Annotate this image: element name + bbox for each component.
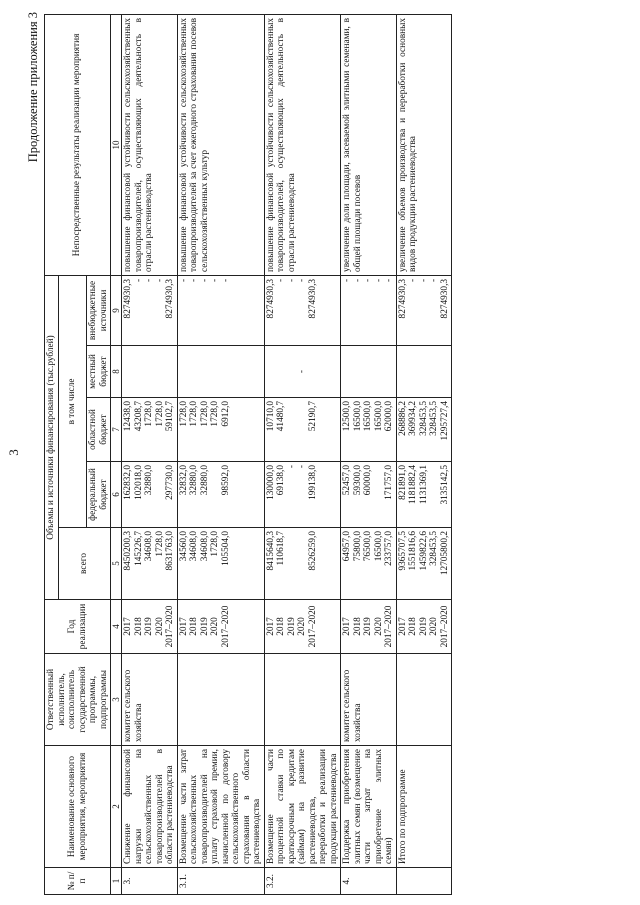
years-cell bbox=[122, 600, 178, 654]
result-text: повышение финансовой устойчивости сельскохозяйственных товаропроизводителей за счет ежегодного страхования посевов сельскохозяйственных культур bbox=[177, 14, 264, 275]
years-value: 2018 bbox=[189, 617, 200, 636]
local-value bbox=[308, 349, 319, 394]
total-cell bbox=[396, 528, 452, 600]
federal-value: 32880,0 bbox=[144, 465, 155, 496]
col-number: 8 bbox=[111, 346, 122, 398]
total-value: 64957,0 bbox=[342, 531, 353, 562]
years-value: 2020 bbox=[373, 617, 384, 636]
total-value: 1728,0 bbox=[210, 531, 221, 557]
federal-value: 52457,0 bbox=[342, 465, 353, 496]
local-value bbox=[363, 349, 374, 394]
offbudget-value: - bbox=[276, 278, 287, 283]
total-value bbox=[297, 531, 308, 596]
federal-value bbox=[210, 465, 221, 524]
regional-value: 59102,7 bbox=[165, 401, 176, 432]
measure-name: Возмещение части процентной ставки по краткосрочным кредитам (займам) на развитие растениеводства, переработки и реализации продукции растениеводства bbox=[264, 746, 341, 868]
local-value bbox=[419, 349, 430, 394]
total-value: 76500,0 bbox=[363, 531, 374, 562]
federal-value: 32880,0 bbox=[199, 465, 210, 496]
measure-name: Итого по подпрограмме bbox=[396, 746, 452, 868]
local-value bbox=[374, 349, 385, 394]
header-including: в том числе bbox=[58, 275, 87, 527]
regional-value: 1295727,4 bbox=[439, 401, 450, 441]
total-cell bbox=[264, 528, 341, 600]
years-value: 2017–2020 bbox=[307, 605, 318, 648]
federal-value: 3135142,5 bbox=[439, 465, 450, 505]
years-value: 2019 bbox=[286, 617, 297, 636]
federal-value: 60000,0 bbox=[363, 465, 374, 496]
total-value: 34560,0 bbox=[178, 531, 189, 562]
column-number-row bbox=[111, 14, 122, 894]
offbudget-value: - bbox=[373, 278, 384, 283]
regional-value: 1728,0 bbox=[199, 401, 210, 427]
total-value: 105504,0 bbox=[220, 531, 231, 566]
total-value: 233757,0 bbox=[384, 531, 395, 566]
years-value: 2017–2020 bbox=[220, 605, 231, 648]
local-value bbox=[210, 349, 221, 394]
total-value: 145226,7 bbox=[133, 531, 144, 566]
offbudget-value: 8274930,3 bbox=[397, 278, 408, 319]
total-cell bbox=[177, 528, 264, 600]
years-value: 2020 bbox=[429, 617, 440, 636]
regional-value: 1728,0 bbox=[154, 401, 165, 427]
years-value: 2017 bbox=[342, 617, 353, 636]
row-number: 3. bbox=[122, 868, 178, 895]
federal-cell bbox=[122, 462, 178, 528]
local-cell bbox=[177, 346, 264, 398]
years-value: 2018 bbox=[276, 617, 287, 636]
measure-name: Снижение финансовой нагрузки на сельскохозяйственных товаропроизводителей в области растениеводства bbox=[122, 746, 178, 868]
regional-cell bbox=[264, 398, 341, 462]
regional-value: 52190,7 bbox=[307, 401, 318, 432]
measure-name: Возмещение части затрат сельскохозяйственных товаропроизводителей на уплату страховой премии, начисленной по договору сельскохозяйственного страхования в области растениеводства bbox=[177, 746, 264, 868]
local-value bbox=[134, 349, 145, 394]
total-cell bbox=[341, 528, 397, 600]
total-value: 75800,0 bbox=[352, 531, 363, 562]
header-total: всего bbox=[58, 528, 111, 600]
total-value: 8631763,0 bbox=[165, 531, 176, 571]
offbudget-value: - bbox=[429, 278, 440, 283]
col-number: 9 bbox=[111, 275, 122, 345]
years-value: 2019 bbox=[418, 617, 429, 636]
federal-value: 102018,0 bbox=[133, 465, 144, 500]
regional-value: 1728,0 bbox=[210, 401, 221, 427]
total-value: 34608,0 bbox=[144, 531, 155, 562]
regional-value: 16500,0 bbox=[352, 401, 363, 432]
regional-value bbox=[287, 401, 298, 458]
federal-value: 32880,0 bbox=[189, 465, 200, 496]
total-value: 16500,0 bbox=[373, 531, 384, 562]
header-financing-group: Объемы и источники финансирования (тыс.рублей) bbox=[45, 275, 59, 599]
header-year: Год реализации bbox=[45, 600, 111, 654]
federal-cell bbox=[264, 462, 341, 528]
years-value: 2018 bbox=[408, 617, 419, 636]
local-value bbox=[287, 349, 298, 394]
years-value: 2017 bbox=[123, 617, 134, 636]
federal-value: 32832,0 bbox=[178, 465, 189, 496]
years-value: 2017 bbox=[178, 617, 189, 636]
local-value bbox=[144, 349, 155, 394]
total-value: 328453,5 bbox=[429, 531, 440, 566]
years-value: 2017 bbox=[397, 617, 408, 636]
local-cell bbox=[264, 346, 341, 398]
federal-value bbox=[155, 465, 166, 524]
header-result: Непосредственные результаты реализации мероприятия bbox=[45, 14, 111, 275]
local-value bbox=[155, 349, 166, 394]
years-value: 2017 bbox=[265, 617, 276, 636]
col-number: 3 bbox=[111, 654, 122, 746]
regional-cell bbox=[122, 398, 178, 462]
federal-value: 1181882,4 bbox=[408, 465, 419, 505]
local-cell bbox=[341, 346, 397, 398]
offbudget-value: - bbox=[352, 278, 363, 283]
regional-value: 328453,5 bbox=[429, 401, 440, 436]
years-value: 2019 bbox=[144, 617, 155, 636]
regional-value: 43208,7 bbox=[133, 401, 144, 432]
local-cell bbox=[396, 346, 452, 398]
total-value: 1459822,6 bbox=[418, 531, 429, 571]
local-value bbox=[200, 349, 211, 394]
result-text: повышение финансовой устойчивости сельскохозяйственных товаропроизводителей, осуществляющих деятельность в отрасли растениеводства bbox=[264, 14, 341, 275]
regional-value: 268886,2 bbox=[397, 401, 408, 436]
years-value: 2018 bbox=[133, 617, 144, 636]
executor bbox=[396, 654, 452, 746]
row-number bbox=[396, 868, 452, 895]
offbudget-value: - bbox=[133, 278, 144, 283]
local-value bbox=[266, 349, 277, 394]
federal-value: - bbox=[297, 465, 308, 469]
years-value: 2019 bbox=[199, 617, 210, 636]
federal-value: 199138,0 bbox=[307, 465, 318, 500]
local-value bbox=[408, 349, 419, 394]
local-value bbox=[165, 349, 176, 394]
offbudget-value: - bbox=[384, 278, 395, 283]
col-number: 6 bbox=[111, 462, 122, 528]
regional-value: 1728,0 bbox=[144, 401, 155, 427]
total-value: 110618,7 bbox=[276, 531, 287, 566]
continuation-label: Продолжение приложения 3 bbox=[26, 12, 40, 163]
regional-value: 62000,0 bbox=[384, 401, 395, 432]
total-cell bbox=[122, 528, 178, 600]
offbudget-value: - bbox=[178, 278, 189, 283]
table-row bbox=[122, 14, 178, 894]
table-row bbox=[177, 14, 264, 894]
offbudget-value: 8274930,3 bbox=[265, 278, 276, 319]
row-number: 4. bbox=[341, 868, 397, 895]
header-local: местный бюджет bbox=[87, 346, 111, 398]
regional-value: 6912,0 bbox=[220, 401, 231, 427]
years-value: 2018 bbox=[352, 617, 363, 636]
federal-cell bbox=[177, 462, 264, 528]
regional-value: 41480,7 bbox=[276, 401, 287, 432]
regional-value: 16500,0 bbox=[363, 401, 374, 432]
regional-value: 10710,0 bbox=[265, 401, 276, 432]
offbudget-value: - bbox=[154, 278, 165, 283]
row-number: 3.1. bbox=[177, 868, 264, 895]
header-name: Наименование основного мероприятия, мероприятия bbox=[45, 746, 111, 868]
local-value bbox=[189, 349, 200, 394]
col-number: 10 bbox=[111, 14, 122, 275]
total-value: 8450200,3 bbox=[123, 531, 134, 571]
col-number: 4 bbox=[111, 600, 122, 654]
page-number: 3 bbox=[6, 449, 21, 456]
local-value bbox=[440, 349, 451, 394]
years-value: 2020 bbox=[297, 617, 308, 636]
col-number: 1 bbox=[111, 868, 122, 895]
regional-value: 1728,0 bbox=[189, 401, 200, 427]
executor bbox=[264, 654, 341, 746]
federal-cell bbox=[396, 462, 452, 528]
regional-value: 12438,0 bbox=[123, 401, 134, 432]
regional-value: 328453,5 bbox=[418, 401, 429, 436]
offbudget-value: 8274930,3 bbox=[439, 278, 450, 319]
total-value: 8526259,0 bbox=[307, 531, 318, 571]
executor: комитет сельского хозяйства bbox=[341, 654, 397, 746]
offbudget-cell bbox=[396, 275, 452, 345]
federal-value: 69138,0 bbox=[276, 465, 287, 496]
header-federal: федеральный бюджет bbox=[87, 462, 111, 528]
offbudget-value: - bbox=[418, 278, 429, 283]
total-value: 9365707,5 bbox=[397, 531, 408, 571]
offbudget-value: 8274930,3 bbox=[307, 278, 318, 319]
local-value bbox=[353, 349, 364, 394]
years-cell bbox=[264, 600, 341, 654]
years-value: 2017–2020 bbox=[384, 605, 395, 648]
executor bbox=[177, 654, 264, 746]
offbudget-value: 8274930,3 bbox=[123, 278, 134, 319]
total-value: 8415640,3 bbox=[265, 531, 276, 571]
local-value bbox=[276, 349, 287, 394]
federal-value: 1131369,1 bbox=[418, 465, 429, 505]
years-value: 2017–2020 bbox=[439, 605, 450, 648]
local-value bbox=[123, 349, 134, 394]
years-cell bbox=[177, 600, 264, 654]
offbudget-value: - bbox=[408, 278, 419, 283]
years-cell bbox=[396, 600, 452, 654]
local-value bbox=[429, 349, 440, 394]
result-text: повышение финансовой устойчивости сельскохозяйственных товаропроизводителей, осуществляющих деятельность в отрасли растениеводства bbox=[122, 14, 178, 275]
federal-value: 162832,0 bbox=[123, 465, 134, 500]
col-number: 2 bbox=[111, 746, 122, 868]
offbudget-cell bbox=[341, 275, 397, 345]
regional-cell bbox=[341, 398, 397, 462]
federal-value: - bbox=[286, 465, 297, 469]
table-row bbox=[396, 14, 452, 894]
row-number: 3.2. bbox=[264, 868, 341, 895]
local-value bbox=[398, 349, 409, 394]
offbudget-cell bbox=[177, 275, 264, 345]
regional-value: 16500,0 bbox=[373, 401, 384, 432]
measure-name: Поддержка приобретения элитных семян (возмещение части затрат на приобретение элитных семян) bbox=[341, 746, 397, 868]
years-value: 2017–2020 bbox=[165, 605, 176, 648]
header-offbudget: внебюджетные источники bbox=[87, 275, 111, 345]
federal-value: 821891,0 bbox=[397, 465, 408, 500]
total-value: 34608,0 bbox=[189, 531, 200, 562]
regional-cell bbox=[396, 398, 452, 462]
table-row bbox=[264, 14, 341, 894]
offbudget-value: 8274930,3 bbox=[165, 278, 176, 319]
table-row bbox=[341, 14, 397, 894]
offbudget-cell bbox=[264, 275, 341, 345]
offbudget-value: - bbox=[286, 278, 297, 283]
header-executor: Ответственный исполнитель, соисполнитель государственной программы, подпрограммы bbox=[45, 654, 111, 746]
header-regional: областной бюджет bbox=[87, 398, 111, 462]
federal-value: 59300,0 bbox=[352, 465, 363, 496]
local-value bbox=[384, 349, 395, 394]
offbudget-value: - bbox=[297, 278, 308, 283]
local-cell bbox=[122, 346, 178, 398]
offbudget-value: - bbox=[144, 278, 155, 283]
federal-value: 98592,0 bbox=[220, 465, 231, 496]
header-num: № п/п bbox=[45, 868, 111, 895]
total-value: 1728,0 bbox=[154, 531, 165, 557]
federal-value bbox=[429, 465, 440, 524]
col-number: 5 bbox=[111, 528, 122, 600]
col-number: 7 bbox=[111, 398, 122, 462]
local-value bbox=[179, 349, 190, 394]
federal-value: 297730,0 bbox=[165, 465, 176, 500]
regional-value bbox=[297, 401, 308, 458]
total-value: 12705800,2 bbox=[439, 531, 450, 576]
offbudget-value: - bbox=[363, 278, 374, 283]
regional-cell bbox=[177, 398, 264, 462]
result-text: увеличение доли площади, засеваемой элитными семенами, в общей площади посевов bbox=[341, 14, 397, 275]
result-text: увеличение объемов производства и переработки основных видов продукции растениеводства bbox=[396, 14, 452, 275]
local-value: - bbox=[297, 369, 308, 374]
federal-value bbox=[374, 465, 385, 524]
years-cell bbox=[341, 600, 397, 654]
offbudget-cell bbox=[122, 275, 178, 345]
years-value: 2019 bbox=[363, 617, 374, 636]
offbudget-value: - bbox=[210, 278, 221, 283]
offbudget-value: - bbox=[342, 278, 353, 283]
total-value: 34608,0 bbox=[199, 531, 210, 562]
financing-table bbox=[44, 14, 452, 895]
regional-value: 369934,2 bbox=[408, 401, 419, 436]
years-value: 2020 bbox=[154, 617, 165, 636]
local-value bbox=[342, 349, 353, 394]
offbudget-value: - bbox=[189, 278, 200, 283]
federal-value: 130000,0 bbox=[265, 465, 276, 500]
local-value bbox=[221, 349, 232, 394]
total-value: 1551816,6 bbox=[408, 531, 419, 571]
years-value: 2020 bbox=[210, 617, 221, 636]
offbudget-value: - bbox=[220, 278, 231, 283]
total-value bbox=[287, 531, 298, 596]
regional-value: 12500,0 bbox=[342, 401, 353, 432]
federal-cell bbox=[341, 462, 397, 528]
executor: комитет сельского хозяйства bbox=[122, 654, 178, 746]
regional-value: 1728,0 bbox=[178, 401, 189, 427]
federal-value: 171757,0 bbox=[384, 465, 395, 500]
offbudget-value: - bbox=[199, 278, 210, 283]
